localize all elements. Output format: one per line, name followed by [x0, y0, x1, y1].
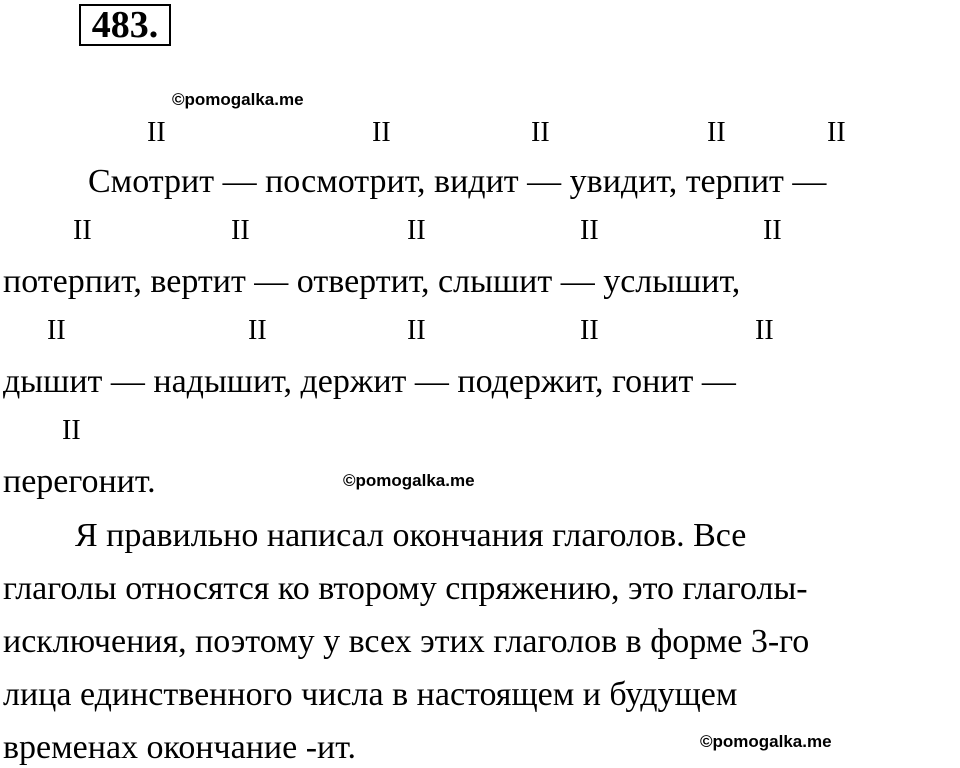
conjugation-mark: II	[62, 415, 81, 446]
conjugation-mark: II	[755, 315, 774, 346]
explanation-line: лица единственного числа в настоящем и будущем	[3, 676, 738, 713]
conjugation-mark: II	[827, 117, 846, 148]
verb-line: перегонит.	[3, 463, 156, 500]
explanation-line: временах окончание -ит.	[3, 729, 357, 766]
conjugation-mark: II	[231, 215, 250, 246]
exercise-number: 483.	[79, 4, 171, 46]
verb-line: Смотрит — посмотрит, видит — увидит, терпит —	[88, 163, 827, 200]
explanation-line: Я правильно написал окончания глаголов. Все	[75, 517, 747, 554]
watermark: ©pomogalka.me	[343, 471, 475, 490]
conjugation-mark: II	[763, 215, 782, 246]
watermark: ©pomogalka.me	[172, 90, 304, 109]
verb-line: потерпит, вертит — отвертит, слышит — услышит,	[3, 263, 741, 300]
conjugation-mark: II	[580, 315, 599, 346]
conjugation-mark: II	[248, 315, 267, 346]
conjugation-mark: II	[531, 117, 550, 148]
conjugation-mark: II	[407, 315, 426, 346]
conjugation-mark: II	[707, 117, 726, 148]
explanation-line: исключения, поэтому у всех этих глаголов в форме 3-го	[3, 623, 810, 660]
conjugation-mark: II	[372, 117, 391, 148]
conjugation-mark: II	[73, 215, 92, 246]
conjugation-mark: II	[47, 315, 66, 346]
explanation-line: глаголы относятся ко второму спряжению, это глаголы-	[3, 570, 808, 607]
watermark: ©pomogalka.me	[700, 732, 832, 751]
verb-line: дышит — надышит, держит — подержит, гонит —	[3, 363, 736, 400]
conjugation-mark: II	[407, 215, 426, 246]
conjugation-mark: II	[147, 117, 166, 148]
conjugation-mark: II	[580, 215, 599, 246]
